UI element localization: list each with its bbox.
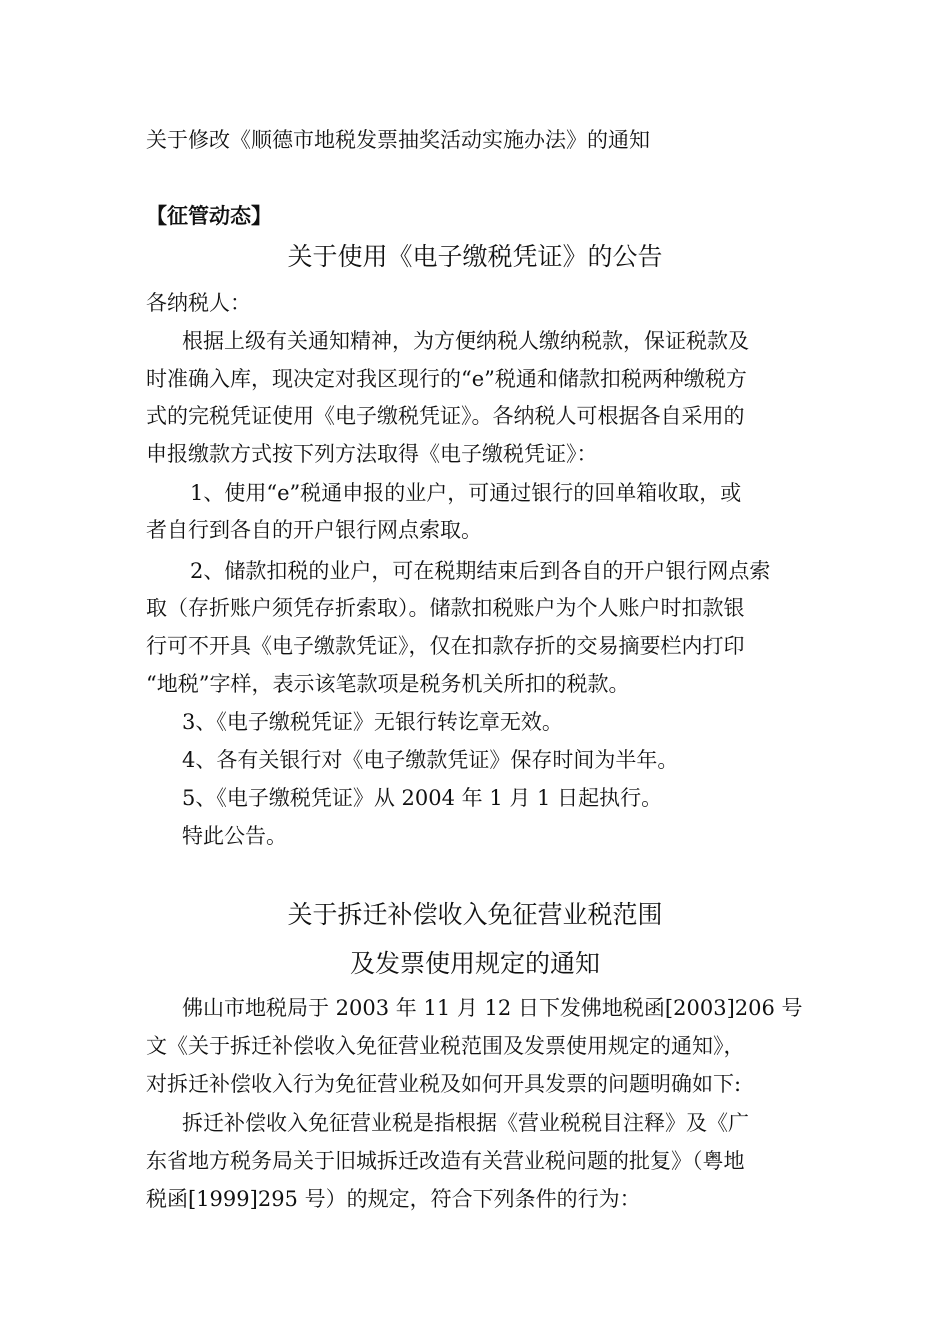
article2-paragraph-line: 东省地方税务局关于旧城拆迁改造有关营业税问题的批复》（粤地: [146, 1149, 745, 1173]
article1-paragraph-line: 根据上级有关通知精神，为方便纳税人缴纳税款，保证税款及: [182, 329, 749, 353]
article2-paragraph-line: 对拆迁补偿收入行为免征营业税及如何开具发票的问题明确如下:: [146, 1072, 742, 1096]
article1-paragraph-line: 时准确入库，现决定对我区现行的“e”税通和储款扣税两种缴税方: [146, 367, 747, 391]
article1-item1-line: 者自行到各自的开户银行网点索取。: [146, 518, 482, 542]
article1-paragraph-line: 申报缴款方式按下列方法取得《电子缴税凭证》：: [146, 442, 598, 466]
article2-paragraph-line: 税函[1999]295 号）的规定，符合下列条件的行为：: [146, 1187, 641, 1211]
article1-item5-line: 5、《电子缴税凭证》从 2004 年 1 月 1 日起执行。: [182, 786, 663, 810]
section-label: 【征管动态】: [146, 204, 272, 228]
article1-title: 关于使用《电子缴税凭证》的公告: [287, 242, 663, 271]
article1-item4-line: 4、各有关银行对《电子缴款凭证》保存时间为半年。: [182, 748, 679, 772]
article2-title-line2: 及发票使用规定的通知: [349, 949, 600, 978]
article2-paragraph-line: 文《关于拆迁补偿收入免征营业税范围及发票使用规定的通知》，: [146, 1034, 745, 1058]
article1-paragraph-line: 式的完税凭证使用《电子缴税凭证》。各纳税人可根据各自采用的: [146, 404, 745, 428]
article1-item3-line: 3、《电子缴税凭证》无银行转讫章无效。: [182, 710, 563, 734]
article1-item2-line: “地税”字样，表示该笔款项是税务机关所扣的税款。: [146, 672, 630, 696]
article2-title-line1: 关于拆迁补偿收入免征营业税范围: [287, 900, 663, 929]
article2-paragraph-line: 拆迁补偿收入免征营业税是指根据《营业税税目注释》及《广: [182, 1111, 749, 1135]
article2-paragraph-line: 佛山市地税局于 2003 年 11 月 12 日下发佛地税函[2003]206 号: [182, 996, 803, 1020]
article1-salutation: 各纳税人：: [146, 291, 251, 315]
header-notice: 关于修改《顺德市地税发票抽奖活动实施办法》的通知: [146, 128, 650, 152]
article1-item2-line: 2、储款扣税的业户，可在税期结束后到各自的开户银行网点索: [190, 559, 771, 583]
article1-item1-line: 1、使用“e”税通申报的业户，可通过银行的回单箱收取，或: [190, 481, 742, 505]
article1-closing: 特此公告。: [182, 824, 287, 848]
article1-item2-line: 行可不开具《电子缴款凭证》，仅在扣款存折的交易摘要栏内打印: [146, 634, 745, 658]
article1-item2-line: 取（存折账户须凭存折索取）。储款扣税账户为个人账户时扣款银: [146, 596, 745, 620]
